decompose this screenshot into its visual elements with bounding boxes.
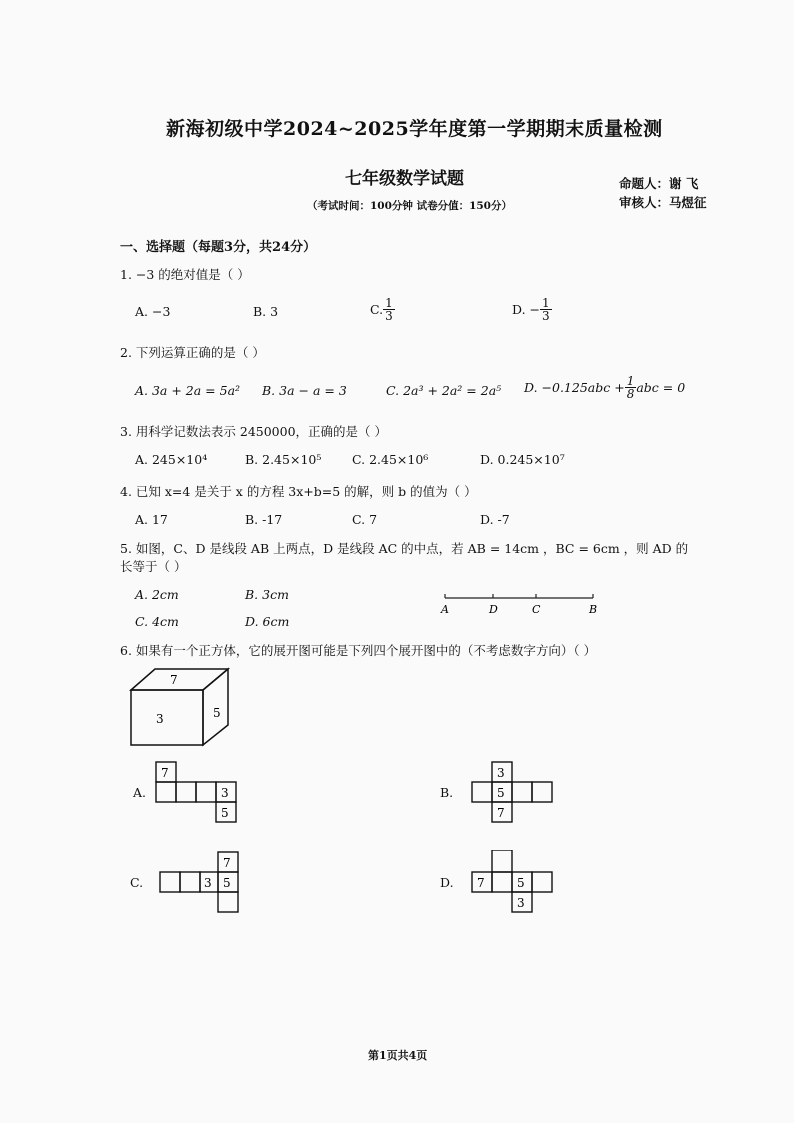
q1-option-d: D. − $\frac{1}{3}$ xyxy=(512,296,550,323)
net-d xyxy=(466,850,558,914)
setter: 命题人：谢 飞 xyxy=(619,176,699,191)
q5-option-b: B. 3cm xyxy=(245,587,289,602)
q5-stem-line1: 5. 如图，C、D 是线段 AB 上两点，D 是线段 AC 的中点，若 AB = 14cm ，BC = 6cm ，则 AD 的 xyxy=(120,541,689,556)
cube-front-number: 3 xyxy=(156,712,164,726)
q4-option-a: A. 17 xyxy=(135,512,168,527)
q6-stem: 6. 如果有一个正方体，它的展开图可能是下列四个展开图中的（不考虑数字方向）（ ） xyxy=(120,643,597,658)
segment-diagram xyxy=(435,588,605,618)
cube-figure xyxy=(128,665,240,750)
reviewer: 审核人：马煜征 xyxy=(619,195,707,210)
section-heading: 一、选择题（每题3分，共24分） xyxy=(120,240,317,255)
q1-stem: 1. −3 的绝对值是（ ） xyxy=(120,267,250,282)
q4-option-c: C. 7 xyxy=(352,512,378,527)
q1-option-a: A. −3 xyxy=(135,304,171,319)
q6-label-d: D. xyxy=(440,875,454,890)
q4-option-b: B. -17 xyxy=(245,512,283,527)
q6-label-b: B. xyxy=(440,785,454,800)
point-b-label: B xyxy=(589,603,598,616)
q1-option-c: C. $\frac{1}{3}$ xyxy=(370,296,393,323)
page-number: 第1页共4页 xyxy=(368,1049,428,1062)
net-c-num-1: 7 xyxy=(223,856,231,870)
net-d-num-3: 3 xyxy=(517,896,525,910)
net-d-num-2: 5 xyxy=(517,876,525,890)
exam-title: 新海初级中学2024~2025学年度第一学期期末质量检测 xyxy=(166,118,663,140)
net-b-num-2: 5 xyxy=(497,786,505,800)
q3-option-c: C. 2.45×10⁶ xyxy=(352,452,429,467)
net-c-num-3: 5 xyxy=(223,876,231,890)
point-c-label: C xyxy=(532,603,541,616)
q4-stem: 4. 已知 x=4 是关于 x 的方程 3x+b=5 的解，则 b 的值为（ ） xyxy=(120,484,477,499)
net-b-num-1: 3 xyxy=(497,766,505,780)
q5-stem-line2: 长等于（ ） xyxy=(120,559,187,574)
q6-label-c: C. xyxy=(130,875,144,890)
q2-stem: 2. 下列运算正确的是（ ） xyxy=(120,345,265,360)
q3-option-d: D. 0.245×10⁷ xyxy=(480,452,565,467)
net-c xyxy=(156,850,248,914)
cube-top-number: 7 xyxy=(170,673,178,687)
net-a-num-1: 7 xyxy=(161,766,169,780)
net-b xyxy=(466,760,558,824)
cube-side-number: 5 xyxy=(213,706,221,720)
q2-option-c: C. 2a³ + 2a² = 2a⁵ xyxy=(386,383,502,398)
q2-option-d: D. −0.125abc + $\frac{1}{8}$ abc = 0 xyxy=(524,374,686,401)
q2-option-b: B. 3a − a = 3 xyxy=(262,383,347,398)
q1-option-b: B. 3 xyxy=(253,304,279,319)
q3-option-b: B. 2.45×10⁵ xyxy=(245,452,322,467)
point-d-label: D xyxy=(489,603,498,616)
q3-stem: 3. 用科学记数法表示 2450000，正确的是（ ） xyxy=(120,424,388,439)
exam-subtitle: 七年级数学试题 xyxy=(345,169,464,189)
q3-option-a: A. 245×10⁴ xyxy=(135,452,208,467)
q2-option-a: A. 3a + 2a = 5a² xyxy=(135,383,241,398)
net-a xyxy=(150,760,242,824)
q6-label-a: A. xyxy=(133,785,147,800)
q4-option-d: D. -7 xyxy=(480,512,510,527)
net-a-num-3: 5 xyxy=(221,806,229,820)
net-a-num-2: 3 xyxy=(221,786,229,800)
q5-option-a: A. 2cm xyxy=(135,587,179,602)
q5-option-c: C. 4cm xyxy=(135,614,179,629)
q5-option-d: D. 6cm xyxy=(245,614,290,629)
net-d-num-1: 7 xyxy=(477,876,485,890)
net-b-num-3: 7 xyxy=(497,806,505,820)
point-a-label: A xyxy=(441,603,449,616)
net-c-num-2: 3 xyxy=(204,876,212,890)
exam-info: （考试时间：100分钟 试卷分值：150分） xyxy=(307,200,512,212)
